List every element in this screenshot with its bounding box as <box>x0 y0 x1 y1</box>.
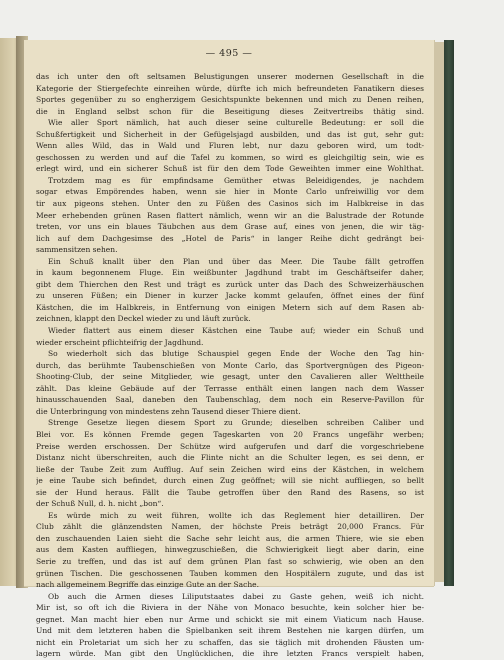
text-line: durch, das berühmte Taubenschießen von Monte Carlo, das Sportvergnügen des Pigeon- <box>36 360 424 370</box>
text-line: Kategorie der Stiergefechte einreihen würde, dürfte ich mich befreundeten Fanatikern dieses <box>36 83 424 93</box>
text-line: tir aux pigeons stehen. Unter den zu Füßen des Casinos sich im Halbkreise in das <box>36 199 424 209</box>
text-line: So wiederholt sich das blutige Schauspiel gegen Ende der Woche den Tag hin- <box>48 349 424 359</box>
text-line: hinausschauenden Saal, daneben den Taubenschlag, dem noch ein Reserve-Pavillon für <box>36 395 424 405</box>
text-line: Meer erhebenden grünen Rasen flattert nämlich, wenn wir an die Balustrade der Rotunde <box>36 210 424 220</box>
text-line: Distanz nicht überschreiten, auch die Flinte nicht an die Schulter legen, es sei denn, er <box>36 453 424 463</box>
text-line: der Schuß Null, d. h. nicht „bon“. <box>36 499 164 509</box>
text-line: Ob auch die Armen dieses Liliputstaates dabei zu Gaste gehen, weiß ich nicht. <box>48 591 424 601</box>
text-line: in kaum begonnenem Fluge. Ein weißbunter Jagdhund trabt im Geschäftseifer daher, <box>36 268 424 278</box>
text-line: sogar etwas Empörendes haben, wenn sie hier in Monte Carlo unfreiwillig vor dem <box>36 187 424 197</box>
text-line: zählt. Das kleine Gebäude auf der Terrasse enthält einen langen nach dem Wasser <box>36 383 424 393</box>
text-line: die Unterbringung von mindestens zehn Tausend dieser Thiere dient. <box>36 406 301 416</box>
text-line: Schußfertigkeit und Sicherheit in der Gefügelsjagd ausbilden, und das ist gut, sehr gut: <box>36 129 424 139</box>
page-number: — 495 — <box>205 48 253 59</box>
book-cover-edge <box>444 40 454 586</box>
text-line: zeichnen, klappt den Deckel wieder zu und läuft zurück. <box>36 314 251 324</box>
text-line: Shooting-Club, der seine Mitglieder, wie gesagt, unter den Cavalieren aller Welttheile <box>36 372 424 382</box>
text-line: nach allgemeinem Begriffe das einzige Gute an der Sache. <box>36 580 259 590</box>
text-line: Sportes gegenüber zu so engherzigem Gesichtspunkte bekennen und mich zu Denen reihen, <box>36 95 424 105</box>
text-line: geschossen zu werden und auf die Tafel zu kommen, so wird es gleichgiltig sein, wie es <box>36 152 424 162</box>
text-line: Serie zu treffen, und das ist auf dem grünen Plan fast so schwierig, wie oben an den <box>36 556 424 566</box>
text-line: lagern würde. Man gibt den Unglücklichen, die ihre letzten Francs verspielt haben, <box>36 649 424 659</box>
text-line: je eine Taube sich befindet, durch einen Zug geöffnet; will sie nicht auffliegen, so bellt <box>36 476 424 486</box>
text-line: Strenge Gesetze liegen diesem Sport zu Grunde; dieselben schreiben Caliber und <box>48 418 424 428</box>
text-line: Wieder flattert aus einem dieser Kästchen eine Taube auf; wieder ein Schuß und <box>48 326 424 336</box>
text-line: gibt dem Thierchen den Rest und trägt es zurück unter das Dach des Schweizerhäuschen <box>36 279 424 289</box>
text-line: Club zählt die glänzendsten Namen, der höchste Preis beträgt 20,000 Francs. Für <box>36 522 424 532</box>
text-line: grünen Tischen. Die geschossenen Tauben kommen den Hospitälern zugute, und das ist <box>36 568 424 578</box>
text-line: sammensitzen sehen. <box>36 245 118 255</box>
text-line: Wenn alles Wild, das in Wald und Fluren lebt, nur dazu geboren wird, um todt- <box>36 141 424 151</box>
text-line: Blei vor. Es können Fremde gegen Tageskarten von 20 Francs ungefähr werben; <box>36 429 424 439</box>
text-line: gegnet. Man macht hier eben nur Arme und schickt sie mit einem Viaticum nach Hause. <box>36 614 424 624</box>
text-line: Und mit dem letzteren haben die Spielbanken seit ihrem Bestehen nie kargen dürfen, um <box>36 626 424 636</box>
text-line: die in England selbst schon für die Beseitigung dieses Zeitvertreibs thätig sind. <box>36 106 424 116</box>
body-text <box>36 71 424 660</box>
text-line: Mir ist, so oft ich die Riviera in der Nähe von Monaco besuchte, kein solcher hier be- <box>36 603 424 613</box>
text-line: Kästchen, die im Halbkreis, in Entfernung von einigen Metern sich auf dem Rasen ab- <box>36 302 424 312</box>
text-line: nicht ein Proletariat um sich her zu schaffen, das sie täglich mit drohenden Fäusten um- <box>36 637 424 647</box>
text-line: Ein Schuß knallt über den Plan und über das Meer. Die Taube fällt getroffen <box>48 256 424 266</box>
text-line: lich auf dem Dachgesimse des „Hotel de Paris“ in langer Reihe dicht gedrängt bei- <box>36 233 424 243</box>
text-line: treten, vor uns ein blaues Täubchen aus dem Grase auf, eines von jenen, die wir täg- <box>36 222 424 232</box>
text-line: das ich unter den oft seltsamen Belustigungen unserer modernen Gesellschaft in die <box>36 72 424 81</box>
text-line: sie der Hund heraus. Fällt die Taube getroffen über den Rand des Rasens, so ist <box>36 487 424 497</box>
text-line: erlegt wird, und ein sicherer Schuß ist für den dem Tode Geweihten immer eine Wohlthat. <box>36 164 424 174</box>
text-line: ließe der Taube Zeit zum Aufflug. Auf sein Zeichen wird eins der Kästchen, in welchem <box>36 464 424 474</box>
book-page <box>24 40 434 659</box>
text-line: Es würde mich zu weit führen, wollte ich das Reglement hier detailliren. Der <box>48 510 424 520</box>
text-line: Wie aller Sport nämlich, hat auch dieser seine culturelle Bedeutung: er soll die <box>48 118 424 128</box>
text-line: Preise werden erschossen. Der Schütze wird aufgerufen und darf die vorgeschriebene <box>36 441 424 451</box>
text-line: wieder erscheint pflichteifrig der Jagdhund. <box>36 337 204 347</box>
text-line: Trotzdem mag es für empfindsame Gemüther etwas Beleidigendes, je nachdem <box>48 175 424 185</box>
text-line: den zuschauenden Laien sieht die Sache sehr leicht aus, die armen Thiere, wie sie eben <box>36 533 424 543</box>
text-line: aus dem Kasten auffliegen, hinwegzuschießen, die Schwierigkeit liegt aber darin, eine <box>36 545 424 555</box>
text-line: zu unseren Füßen; ein Diener in kurzer Jacke kommt gelaufen, öffnet eines der fünf <box>36 291 424 301</box>
